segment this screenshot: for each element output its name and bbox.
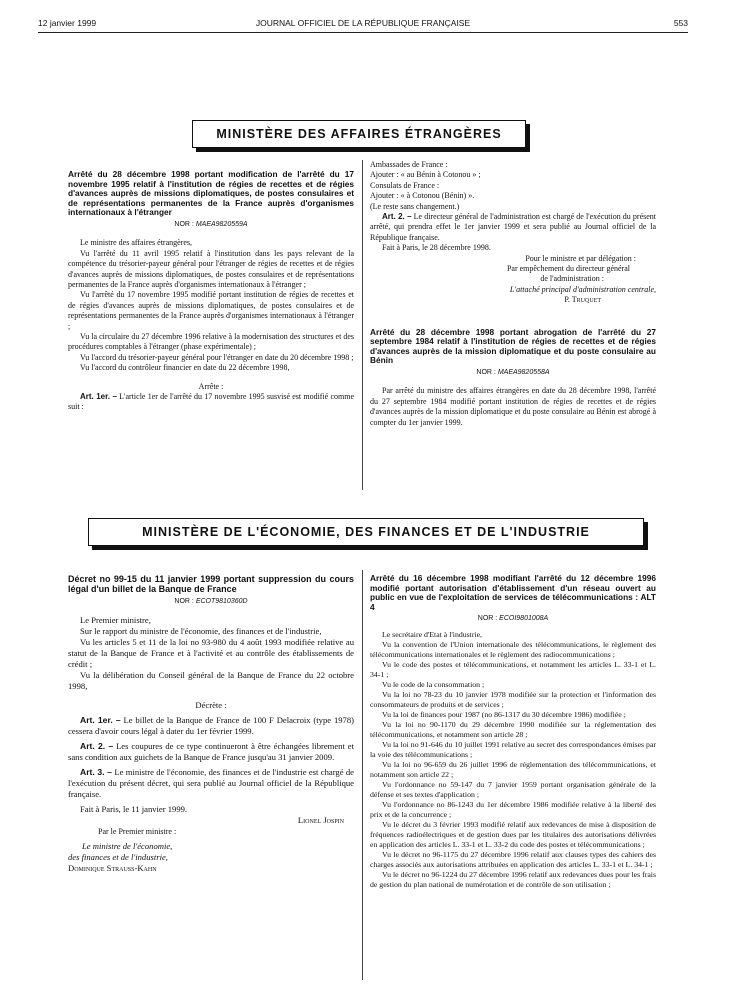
paragraph: Vu l'accord du contrôleur financier en date du 22 décembre 1998,: [80, 363, 290, 373]
decret-title: Décret no 99-15 du 11 janvier 1999 portant suppression du cours légal d'un billet de la Banque de France: [68, 574, 354, 594]
paragraph: Vu le décret no 96-1224 du 27 décembre 1996 relatif aux redevances dues pour les frais de gestion du plan national de numérotation et de contrôle de son utilisation ;: [370, 870, 656, 890]
text-line: Ajouter : « à Cotonou (Bénin) ».: [370, 191, 475, 201]
signature-line: de l'administration :: [540, 274, 604, 284]
header-page-number: 553: [673, 18, 688, 28]
arrete-heading: Arrête :: [198, 381, 224, 391]
arrete-1-nor: NOR : MAEA9820559A: [174, 220, 248, 228]
paragraph: Le Premier ministre,: [80, 615, 151, 625]
section-title-economie-finances: MINISTÈRE DE L'ÉCONOMIE, DES FINANCES ET DE L'INDUSTRIE: [88, 518, 644, 546]
page-header: [38, 18, 688, 32]
arrete-1-column-left: [68, 170, 354, 413]
text-line: Consulats de France :: [370, 180, 440, 190]
paragraph: Le secrétaire d'Etat à l'industrie,: [382, 630, 483, 640]
paragraph: Vu la loi no 91-646 du 10 juillet 1991 relative au secret des correspondances émises par la voie des télécommunications ;: [370, 740, 656, 760]
decret-column: [68, 574, 354, 874]
paragraph: Vu la loi no 78-23 du 10 janvier 1978 modifiée sur la protection et l'information des consommateurs de produits et de services ;: [370, 690, 656, 710]
header-rule: [38, 32, 688, 33]
section-title-affaires-etrangeres: MINISTÈRE DES AFFAIRES ÉTRANGÈRES: [192, 120, 526, 148]
paragraph: Vu la loi no 90-1170 du 29 décembre 1990 modifiée sur la réglementation des télécommunications, et notamment son article 28 ;: [370, 720, 656, 740]
paragraph: Vu la délibération du Conseil général de la Banque de France du 22 octobre 1998,: [68, 670, 354, 691]
column-divider: [362, 160, 363, 490]
signature-date: Fait à Paris, le 11 janvier 1999.: [80, 804, 188, 814]
paragraph: Vu l'arrêté du 11 avril 1995 relatif à l'institution dans les pays relevant de la compétence du trésorier-payeur général pour l'étranger de régies de recettes et de régies d'avances auprès de missions diplomatiques, de postes consulaires et de représentations permanentes de la France auprès d'organismes internationaux à l'étranger ;: [68, 248, 354, 289]
paragraph: Vu la convention de l'Union internationale des télécommunications, le règlement des télécommunications internationales et le règlement des radiocommunications ;: [370, 640, 656, 660]
article-2: Art. 2. – Les coupures de ce type continueront à être échangées librement et sans condition aux guichets de la Banque de France jusqu'au 31 janvier 2009.: [68, 741, 354, 762]
arrete-2-nor: NOR : MAEA9820558A: [476, 369, 550, 377]
signature-line: des finances et de l'industrie,: [68, 852, 168, 862]
signature-date: Fait à Paris, le 28 décembre 1998.: [382, 243, 491, 253]
signatory-name: Dominique Strauss-Kahn: [68, 863, 157, 873]
paragraph: Vu la circulaire du 27 décembre 1996 relative à la modernisation des structures et des procédures comptables à l'étranger (phase expérimentale) ;: [68, 332, 354, 352]
paragraph: Vu la loi de finances pour 1987 (no 86-1317 du 30 décembre 1986) modifiée ;: [382, 710, 626, 720]
signature-line: Par le Premier ministre :: [98, 827, 177, 836]
paragraph: Par arrêté du ministre des affaires étrangères en date du 28 décembre 1998, l'arrêté du 27 septembre 1984 modifié portant institution de régies de recettes et de régies d'avances auprès de la mission diplomatique et du poste consulaire au Bénin est abrogé à compter du 1er janvier 1999.: [370, 386, 656, 427]
article-2: Art. 2. – Le directeur général de l'administration est chargé de l'exécution du présent arrêté, qui prendra effet le 1er janvier 1999 et sera publié au Journal officiel de la République française.: [370, 212, 657, 242]
article-1: Art. 1er. – L'article 1er de l'arrêté du 17 novembre 1995 susvisé est modifié comme suit :: [68, 392, 354, 412]
signature-line: Pour le ministre et par délégation :: [525, 253, 636, 263]
paragraph: Vu l'accord du trésorier-payeur général pour l'étranger en date du 20 décembre 1998 ;: [80, 352, 354, 362]
article-1: Art. 1er. – Le billet de la Banque de France de 100 F Delacroix (type 1978) cessera d'avoir cours légal à dater du 1er février 1999.: [68, 715, 355, 736]
paragraph: Vu l'arrêté du 17 novembre 1995 modifié portant institution de régies de recettes et de régies d'avances auprès de missions diplomatiques, de postes consulaires et de représentations permanentes de la France auprès d'organismes internationaux à l'étranger ;: [68, 290, 354, 331]
header-date: 12 janvier 1999: [38, 18, 97, 28]
arrete-3-column: [370, 574, 656, 890]
signature-line: L'attaché principal d'administration centrale,: [509, 284, 656, 294]
arrete-1-column-right: [370, 160, 656, 428]
paragraph: Le ministre des affaires étrangères,: [80, 238, 193, 248]
text-line: (Le reste sans changement.): [370, 201, 460, 211]
article-3: Art. 3. – Le ministre de l'économie, des finances et de l'industrie est chargé de l'exécution du présent décret, qui sera publié au Journal officiel de la République française.: [68, 767, 354, 799]
decret-nor: NOR : ECOT9810360D: [174, 598, 248, 605]
arrete-2-title: Arrêté du 28 décembre 1998 portant abrogation de l'arrêté du 27 septembre 1984 relatif à l'institution de régies de recettes et de régies d'avances auprès de la mission diplomatique et du poste consulaire au Bénin: [370, 326, 656, 366]
signatory-name: P. Truquet: [564, 295, 601, 305]
decrete-heading: Décrète :: [195, 700, 227, 710]
arrete-3-title: Arrêté du 16 décembre 1998 modifiant l'arrêté du 12 décembre 1996 modifié portant autorisation d'établissement d'un réseau ouvert au public en vue de l'exploitation de services de télécommunications : ALT 4: [370, 573, 656, 612]
paragraph: Vu l'ordonnance no 86-1243 du 1er décembre 1986 modifiée relative à la liberté des prix et de la concurrence ;: [370, 800, 656, 820]
paragraph: Sur le rapport du ministre de l'économie, des finances et de l'industrie,: [80, 626, 322, 636]
paragraph: Vu les articles 5 et 11 de la loi no 93-980 du 4 août 1993 modifiée relative au statut de la Banque de France et à l'activité et au contrôle des établissements de crédit ;: [68, 637, 354, 669]
arrete-1-title: Arrêté du 28 décembre 1998 portant modification de l'arrêté du 17 novembre 1995 relatif à l'institution de régies de recettes et de régies d'avances auprès de missions diplomatiques, de postes consulaires et de représentations permanentes de la France auprès d'organismes internationaux à l'étranger: [68, 169, 354, 218]
header-journal: JOURNAL OFFICIEL DE LA RÉPUBLIQUE FRANÇAISE: [255, 18, 471, 28]
signatory-name: Lionel Jospin: [297, 815, 344, 825]
signature-line: Le ministre de l'économie,: [82, 841, 173, 851]
paragraph: Vu le décret no 96-1175 du 27 décembre 1996 relatif aux clauses types des cahiers des charges associés aux autorisations attribuées en application des articles L. 33-1 et L. 34-1 ;: [370, 850, 656, 870]
arrete-3-nor: NOR : ECOI9801008A: [477, 615, 549, 623]
signature-line: Par empêchement du directeur général: [506, 264, 630, 274]
paragraph: Vu le décret du 3 février 1993 modifié relatif aux redevances de mise à disposition de fréquences radioélectriques et de gestion dues par les titulaires des autorisations délivrées en application des articles L. 33-1 et L. 33-2 du code des postes et télécommunications ;: [370, 820, 656, 850]
text-line: Ambassades de France :: [370, 160, 448, 169]
paragraph: Vu l'ordonnance no 59-147 du 7 janvier 1959 portant organisation générale de la défense et ses textes d'application ;: [370, 780, 656, 800]
paragraph: Vu la loi no 96-659 du 26 juillet 1996 de réglementation des télécommunications, et notamment son article 22 ;: [370, 760, 656, 780]
text-line: Ajouter : « au Bénin à Cotonou » ;: [370, 170, 481, 180]
paragraph: Vu le code des postes et télécommunications, et notamment les articles L. 33-1 et L. 34-1 ;: [370, 660, 656, 680]
column-divider: [362, 570, 363, 980]
paragraph: Vu le code de la consommation ;: [382, 680, 485, 690]
